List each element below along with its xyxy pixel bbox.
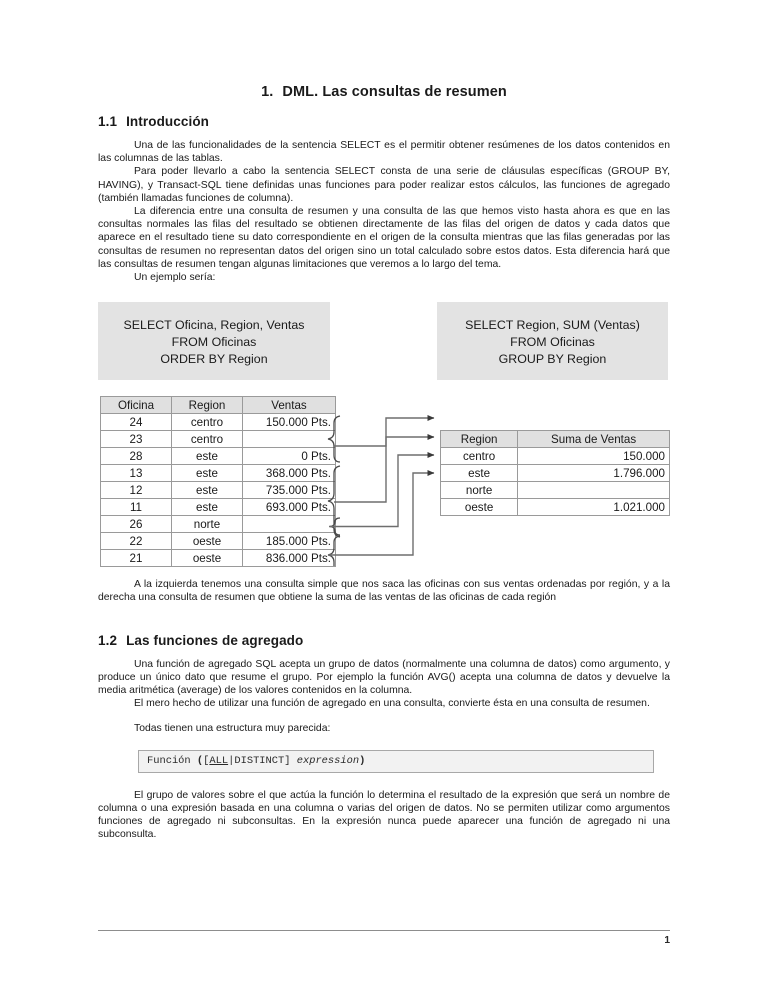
diagram-caption: A la izquierda tenemos una consulta simple que nos saca las oficinas con sus ventas ordenadas por región, y a la derecha una consulta de resumen que obtiene la suma de las ventas de las oficinas de cada región	[98, 579, 670, 604]
summary-header-suma: Suma de Ventas	[518, 431, 670, 448]
cell-region: norte	[441, 482, 518, 499]
paragraph-1-1-c: La diferencia entre una consulta de resumen y una consulta de las que hemos visto hasta ahora es que en las consultas normales las filas del resultado se obtienen directamente de las filas del origen de datos y cada datos que aparece en el resultado tiene su dato correspondiente en el origen de la consulta mientras que las filas generadas por las consultas de resumen no representan datos del origen sino un total calculado sobre estos datos. Esta diferencia hará que las consultas de resumen tengan algunas limitaciones que veremos a lo largo del tema.	[98, 206, 670, 270]
section-number-1-1: 1.1	[98, 114, 118, 129]
syntax-function-label: Función	[147, 754, 197, 767]
cell-region: oeste	[172, 533, 243, 550]
query-summary-line-2: FROM Oficinas	[510, 335, 595, 350]
cell-ventas: 735.000 Pts.	[243, 482, 336, 499]
cell-ventas	[243, 431, 336, 448]
spacer	[98, 710, 670, 722]
grouping-diagram	[98, 396, 670, 566]
cell-suma	[518, 482, 670, 499]
syntax-bracket-open: [	[203, 754, 210, 767]
cell-suma: 1.021.000	[518, 499, 670, 516]
table-row	[101, 448, 336, 465]
source-table	[100, 396, 336, 567]
page-footer	[98, 930, 670, 946]
cell-region: este	[441, 465, 518, 482]
table-row	[441, 482, 670, 499]
cell-oficina: 11	[101, 499, 172, 516]
cell-oficina: 26	[101, 516, 172, 533]
cell-oficina: 22	[101, 533, 172, 550]
cell-region: oeste	[172, 550, 243, 567]
table-row	[101, 499, 336, 516]
query-examples-row	[98, 302, 670, 380]
syntax-close-paren: )	[359, 754, 366, 767]
query-simple-line-1: SELECT Oficina, Region, Ventas	[123, 318, 305, 333]
page-title	[98, 84, 670, 100]
cell-region: este	[172, 482, 243, 499]
table-row	[441, 499, 670, 516]
syntax-open-paren: (	[196, 754, 204, 767]
syntax-pipe: |	[228, 754, 235, 767]
syntax-bracket-close: ]	[284, 754, 297, 767]
query-box-simple	[98, 302, 330, 380]
summary-table-wrapper	[440, 430, 670, 516]
paragraph-1-1-b: Para poder llevarlo a cabo la sentencia SELECT consta de una serie de cláusulas específicas (GROUP BY, HAVING), y Transact-SQL tiene definidas unas funciones para poder realizar estos cálculos, las funciones de agregado (también llamadas funciones de columna).	[98, 166, 670, 204]
table-row	[101, 465, 336, 482]
syntax-code-box	[138, 750, 654, 773]
table-row	[101, 533, 336, 550]
spacer	[98, 566, 670, 578]
cell-oficina: 28	[101, 448, 172, 465]
table-row	[101, 482, 336, 499]
paragraph-1-2-c: Todas tienen una estructura muy parecida:	[134, 723, 331, 735]
summary-header-region: Region	[441, 431, 518, 448]
section-heading-1-2	[98, 633, 670, 648]
connector-oeste	[328, 473, 434, 555]
cell-ventas: 185.000 Pts.	[243, 533, 336, 550]
query-summary-line-1: SELECT Region, SUM (Ventas)	[465, 318, 640, 333]
query-summary-line-3: GROUP BY Region	[498, 352, 607, 367]
connector-centro	[334, 418, 434, 446]
query-box-summary	[437, 302, 668, 380]
connector-norte	[329, 455, 434, 527]
cell-ventas: 0 Pts.	[243, 448, 336, 465]
cell-oficina: 21	[101, 550, 172, 567]
cell-region: centro	[172, 431, 243, 448]
table-row	[101, 516, 336, 533]
syntax-keyword-all: ALL	[209, 754, 229, 767]
cell-suma: 150.000	[518, 448, 670, 465]
page-title-number: 1.	[261, 84, 274, 100]
query-simple-line-2: FROM Oficinas	[171, 335, 257, 350]
cell-region: este	[172, 465, 243, 482]
table-row	[441, 448, 670, 465]
cell-region: este	[172, 448, 243, 465]
connector-este	[334, 437, 434, 502]
spacer	[98, 773, 670, 789]
source-header-oficina: Oficina	[101, 397, 172, 414]
section-heading-1-1	[98, 114, 670, 129]
cell-oficina: 24	[101, 414, 172, 431]
source-header-ventas: Ventas	[243, 397, 336, 414]
cell-region: centro	[441, 448, 518, 465]
section-title-1-2: Las funciones de agregado	[126, 632, 304, 648]
paragraph-1-1-a: Una de las funcionalidades de la sentencia SELECT es el permitir obtener resúmenes de los datos contenidos en las columnas de las tablas.	[98, 140, 670, 165]
query-simple-line-3: ORDER BY Region	[160, 352, 268, 367]
table-row	[101, 431, 336, 448]
page-content	[98, 84, 670, 841]
syntax-expression: expression	[296, 754, 360, 767]
cell-oficina: 13	[101, 465, 172, 482]
paragraph-1-2-d: El grupo de valores sobre el que actúa la función lo determina el resultado de la expresión que será un nombre de columna o una expresión basada en una columna o varias del origen de datos. No se permiten utilizar como argumentos funciones de agregado ni subconsultas. En la expresión nunca puede aparecer una función de agregado ni una subconsulta.	[98, 789, 670, 841]
paragraph-1-2-b: El mero hecho de utilizar una función de agregado en una consulta, convierte ésta en una consulta de resumen.	[134, 698, 650, 710]
source-table-wrapper	[100, 396, 336, 567]
footer-divider	[98, 930, 670, 931]
table-row	[101, 550, 336, 567]
summary-table-header-row	[441, 431, 670, 448]
cell-oficina: 12	[101, 482, 172, 499]
source-table-header-row	[101, 397, 336, 414]
paragraph-1-2-a: Una función de agregado SQL acepta un grupo de datos (normalmente una columna de datos) como argumento, y produce un único dato que resume el grupo. Por ejemplo la función AVG() acepta una columna de datos y devuelve la media aritmética (average) de los valores contenidos en la columna.	[98, 658, 670, 697]
cell-oficina: 23	[101, 431, 172, 448]
spacer	[98, 605, 670, 633]
summary-table	[440, 430, 670, 516]
paragraph-1-1-d: Un ejemplo sería:	[134, 272, 216, 284]
cell-region: centro	[172, 414, 243, 431]
cell-ventas	[243, 516, 336, 533]
section-title-1-1: Introducción	[126, 114, 210, 129]
source-header-region: Region	[172, 397, 243, 414]
table-row	[441, 465, 670, 482]
page-title-text: DML. Las consultas de resumen	[282, 84, 507, 100]
cell-region: oeste	[441, 499, 518, 516]
cell-ventas: 836.000 Pts.	[243, 550, 336, 567]
section-number-1-2: 1.2	[98, 632, 118, 648]
cell-ventas: 693.000 Pts.	[243, 499, 336, 516]
cell-ventas: 150.000 Pts.	[243, 414, 336, 431]
cell-region: norte	[172, 516, 243, 533]
table-row	[101, 414, 336, 431]
cell-suma: 1.796.000	[518, 465, 670, 482]
cell-region: este	[172, 499, 243, 516]
page-number: 1	[664, 935, 670, 946]
cell-ventas: 368.000 Pts.	[243, 465, 336, 482]
syntax-keyword-distinct: DISTINCT	[234, 754, 285, 767]
